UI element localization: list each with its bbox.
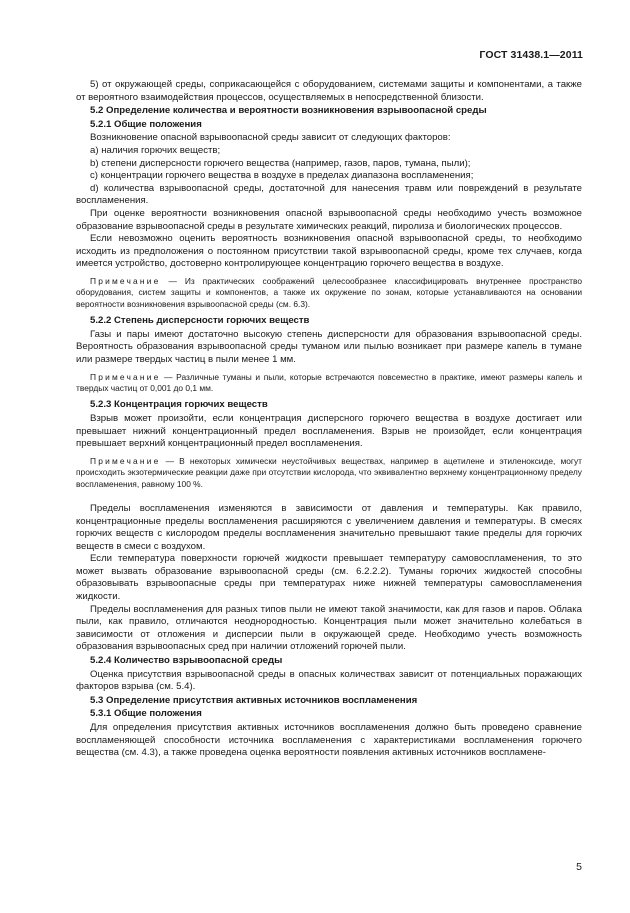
note-3-text: — В некоторых химически неустойчивых веществах, например в ацетилене и этиленоксиде, могут происходить экзотермические реакции даже при отсутствии кислорода, что эквивалентно верхнему концентрационному пределу воспламенения, равному 100 %. — [76, 455, 582, 489]
list-item-d: d) количества взрывоопасной среды, достаточной для нанесения травм или повреждений в результате воспламенения. — [76, 182, 582, 207]
list-item-c: c) концентрации горючего вещества в воздухе в пределах диапазона воспламенения; — [90, 170, 474, 182]
section-heading-5-3: 5.3 Определение присутствия активных источников воспламенения — [90, 694, 418, 706]
note-3 — [76, 456, 582, 490]
section-heading-5-2-1: 5.2.1 Общие положения — [90, 118, 202, 130]
list-item-b: b) степени дисперсности горючего вещества (например, газов, паров, тумана, пыли); — [90, 157, 471, 169]
note-label: Примечание — [90, 371, 161, 382]
paragraph-limits-2: Если температура поверхности горючей жидкости превышает температуру самовоспламенения, то это может вызвать образование взрывоопасной среды (см. 6.2.2.2). Туманы горючих жидкостей способны образовывать взрывоопасные среды при температурах ниже нижней температуры самовоспламенения жидкости. — [76, 553, 582, 603]
paragraph-5-2-2: Газы и пары имеют достаточно высокую степень дисперсности для образования взрывоопасной среды. Вероятность образования взрывоопасной среды туманом или пылью возникает при размере капель в тумане или размере твердых частиц в пыли менее 1 мм. — [76, 328, 582, 365]
note-2 — [76, 372, 582, 395]
section-heading-5-2-3: 5.2.3 Концентрация горючих веществ — [90, 399, 268, 411]
section-heading-5-3-1: 5.3.1 Общие положения — [90, 708, 202, 720]
paragraph-item-5: 5) от окружающей среды, соприкасающейся с оборудованием, системами защиты и компонентами, а также от вероятного взаимодействия процессов, осуществляемых в непосредственной близости. — [76, 79, 582, 103]
note-label: Примечание — [90, 275, 161, 286]
note-label: Примечание — [90, 455, 161, 466]
paragraph-limits-1: Пределы воспламенения изменяются в зависимости от давления и температуры. Как правило, концентрационные пределы воспламенения расширяются с увеличением давления и температуры. В смесях горючих веществ с кислородом пределы воспламенения значительно превышают такие пределы для горючих веществ в смеси с воздухом. — [76, 502, 582, 552]
paragraph-5-2-3: Взрыв может произойти, если концентрация дисперсного горючего вещества в воздухе достигает или превышает нижний концентрационный предел воспламенения. Взрыв не произойдет, если концентрация превышает верхний концентрационный предел воспламенения. — [76, 412, 582, 450]
paragraph-5-2-1-b: Если невозможно оценить вероятность возникновения опасной взрывоопасной среды, то необходимо исходить из предположения о постоянном присутствии такой взрывоопасной среды, кроме тех случаев, когда имеется устройство, достоверно контролирующее концентрацию горючего вещества в воздухе. — [76, 233, 582, 270]
paragraph-5-3-1: Для определения присутствия активных источников воспламенения должно быть проведено сравнение воспламеняющей способности источника воспламенения с характеристиками воспламенения горючего вещества (см. 4.3), а также проведена оценка вероятности появления активных источников воспламене- — [76, 722, 582, 759]
note-1 — [76, 276, 582, 310]
document-header: ГОСТ 31438.1—2011 — [479, 49, 583, 61]
page-number: 5 — [576, 861, 582, 873]
paragraph-5-2-4: Оценка присутствия взрывоопасной среды в опасных количествах зависит от потенциальных поражающих факторов взрыва (см. 5.4). — [76, 668, 582, 693]
section-heading-5-2-2: 5.2.2 Степень дисперсности горючих веществ — [90, 315, 310, 327]
note-2-text: — Различные туманы и пыли, которые встречаются повсеместно в практике, имеют размеры капель и твердых частиц от 0,001 до 0,1 мм. — [76, 371, 582, 393]
paragraph-5-2-1-a: При оценке вероятности возникновения опасной взрывоопасной среды необходимо учесть возможное образование взрывоопасной среды в результате химических реакций, пиролиза и биологических процессов. — [76, 207, 582, 232]
note-1-text: — Из практических соображений целесообразнее классифицировать внутреннее пространство оборудования, систем защиты и компонентов, а также их окружение по зонам, которые устанавливаются на основании вероятности возникновения взрывоопасной среды (см. 6.3). — [76, 275, 582, 309]
paragraph-5-2-1-intro: Возникновение опасной взрывоопасной среды зависит от следующих факторов: — [90, 132, 451, 144]
list-item-a: a) наличия горючих веществ; — [90, 144, 221, 156]
section-heading-5-2: 5.2 Определение количества и вероятности возникновения взрывоопасной среды — [90, 105, 487, 117]
document-body — [76, 79, 582, 760]
paragraph-limits-3: Пределы воспламенения для разных типов пыли не имеют такой значимости, как для газов и паров. Облака пыли, как правило, отличаются неоднородностью. Концентрация пыли может значительно колебаться в зависимости от отложения и дисперсии пыли в окружающей среде. Необходимо учесть возможность образования взрывоопасных сред при наличии отложений горючей пыли. — [76, 603, 582, 653]
section-heading-5-2-4: 5.2.4 Количество взрывоопасной среды — [90, 655, 283, 667]
spacer — [76, 495, 582, 503]
